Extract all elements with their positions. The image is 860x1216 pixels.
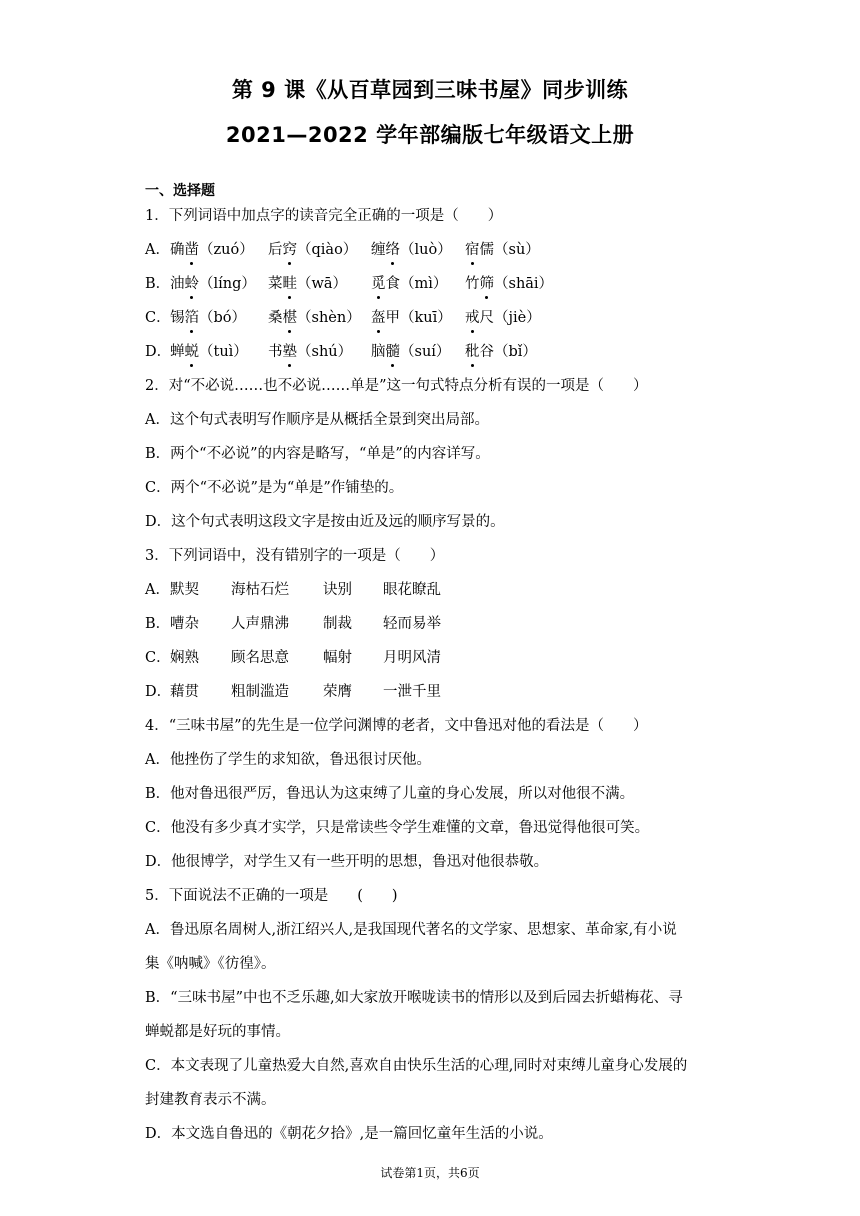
emphasized-character: 蛉: [184, 276, 199, 292]
option-word: 菜畦（wā）: [268, 276, 348, 292]
emphasized-character: 窍: [282, 242, 297, 258]
question-5-line: 集《呐喊》《彷徨》。: [145, 956, 276, 972]
question-5-stem: 5．下面说法不正确的一项是 ( ): [145, 888, 398, 904]
page-subtitle: 2021—2022 学年部编版七年级语文上册: [225, 123, 635, 147]
option-word: 一泄千里: [383, 684, 441, 700]
page-footer: 试卷第1页，共6页: [380, 1166, 480, 1180]
option-word: 默契: [170, 582, 199, 598]
question-3-stem: 3．下列词语中，没有错别字的一项是（ ）: [145, 548, 445, 564]
question-5-line: B．“三味书屋”中也不乏乐趣,如大家放开喉咙读书的情形以及到后园去折蜡梅花、寻: [145, 990, 683, 1006]
emphasized-character: 盔: [371, 310, 386, 326]
section-heading: 一、选择题: [145, 183, 215, 199]
option-word: 顾名思意: [231, 650, 289, 666]
emphasized-character: 塾: [282, 344, 297, 360]
option-label: A．: [145, 242, 170, 258]
option-label: B．: [145, 616, 171, 632]
option-word: 觅食（mì）: [371, 276, 448, 292]
question-2-option-a: A．这个句式表明写作顺序是从概括全景到突出局部。: [145, 412, 489, 428]
option-word: 后窍（qiào）: [268, 242, 358, 258]
question-3-option-c: [145, 648, 441, 668]
question-4-option-c: C．他没有多少真才实学，只是常读些令学生难懂的文章，鲁迅觉得他很可笑。: [145, 820, 650, 836]
emphasized-character: 筛: [479, 276, 494, 292]
option-label: A．: [145, 582, 170, 598]
option-word: 竹筛（shāi）: [465, 276, 554, 292]
emphasized-character: 蜕: [184, 344, 199, 360]
emphasized-character: 宿: [465, 242, 480, 258]
option-word: 脑髓（suí）: [371, 344, 451, 360]
question-2-option-c: C．两个“不必说”是为“单是”作铺垫的。: [145, 480, 404, 496]
question-1-option-b: [145, 274, 554, 294]
emphasized-character: 秕: [465, 344, 480, 360]
option-word: 秕谷（bǐ）: [465, 344, 537, 360]
option-word: 桑椹（shèn）: [268, 310, 361, 326]
question-5-line: A．鲁迅原名周树人,浙江绍兴人,是我国现代著名的文学家、思想家、革命家,有小说: [145, 922, 677, 938]
emphasized-character: 络: [385, 242, 400, 258]
option-word: 嘈杂: [170, 616, 199, 632]
option-word: 油蛉（líng）: [170, 276, 256, 292]
option-word: 粗制滥造: [231, 684, 289, 700]
question-2-option-d: D．这个句式表明这段文字是按由近及远的顺序写景的。: [145, 514, 505, 530]
option-label: D．: [145, 684, 172, 700]
option-word: 娴熟: [170, 650, 199, 666]
emphasized-character: 凿: [184, 242, 199, 258]
question-1-option-d: [145, 342, 537, 362]
option-word: 蝉蜕（tuì）: [170, 344, 248, 360]
option-word: 盔甲（kuī）: [371, 310, 452, 326]
option-word: 戒尺（jiè）: [465, 310, 541, 326]
question-1-option-c: [145, 308, 541, 328]
question-1-stem: 1．下列词语中加点字的读音完全正确的一项是（ ）: [145, 208, 503, 224]
emphasized-character: 髓: [385, 344, 400, 360]
option-word: 缠络（luò）: [371, 242, 452, 258]
option-word: 锡箔（bó）: [170, 310, 247, 326]
option-word: 确凿（zuó）: [170, 242, 254, 258]
emphasized-character: 戒: [465, 310, 480, 326]
question-3-option-a: [145, 580, 441, 600]
question-4-option-a: A．他挫伤了学生的求知欲，鲁迅很讨厌他。: [145, 752, 431, 768]
question-4-stem: 4．“三味书屋”的先生是一位学问渊博的老者，文中鲁迅对他的看法是（ ）: [145, 718, 648, 734]
option-word: 月明风清: [383, 650, 441, 666]
emphasized-character: 畦: [282, 276, 297, 292]
question-4-option-b: B．他对鲁迅很严厉，鲁迅认为这束缚了儿童的身心发展，所以对他很不满。: [145, 786, 635, 802]
option-word: 书塾（shú）: [268, 344, 353, 360]
option-label: C．: [145, 310, 171, 326]
option-word: 荣膺: [323, 684, 352, 700]
option-label: B．: [145, 276, 171, 292]
option-word: 海枯石烂: [231, 582, 289, 598]
question-5-line: 蝉蜕都是好玩的事情。: [145, 1024, 290, 1040]
emphasized-character: 箔: [184, 310, 199, 326]
emphasized-character: 觅: [371, 276, 386, 292]
option-word: 诀别: [323, 582, 352, 598]
question-2-stem: 2．对“不必说……也不必说……单是”这一句式特点分析有误的一项是（ ）: [145, 378, 648, 394]
question-5-line: D．本文选自鲁迅的《朝花夕拾》,是一篇回忆童年生活的小说。: [145, 1126, 553, 1142]
question-4-option-d: D．他很博学，对学生又有一些开明的思想，鲁迅对他很恭敬。: [145, 854, 549, 870]
option-label: C．: [145, 650, 171, 666]
option-label: D．: [145, 344, 172, 360]
option-word: 宿儒（sù）: [465, 242, 540, 258]
option-word: 藉贯: [170, 684, 199, 700]
question-1-option-a: [145, 240, 540, 260]
question-3-option-d: [145, 682, 441, 702]
question-5-line: 封建教育表示不满。: [145, 1092, 276, 1108]
option-word: 人声鼎沸: [231, 616, 289, 632]
question-3-option-b: [145, 614, 441, 634]
page-title: 第 9 课《从百草园到三味书屋》同步训练: [231, 78, 629, 102]
question-5-line: C．本文表现了儿童热爱大自然,喜欢自由快乐生活的心理,同时对束缚儿童身心发展的: [145, 1058, 688, 1074]
option-word: 眼花瞭乱: [383, 582, 441, 598]
question-2-option-b: B．两个“不必说”的内容是略写，“单是”的内容详写。: [145, 446, 490, 462]
option-word: 幅射: [323, 650, 352, 666]
option-word: 制裁: [323, 616, 352, 632]
emphasized-character: 椹: [282, 310, 297, 326]
option-word: 轻而易举: [383, 616, 441, 632]
